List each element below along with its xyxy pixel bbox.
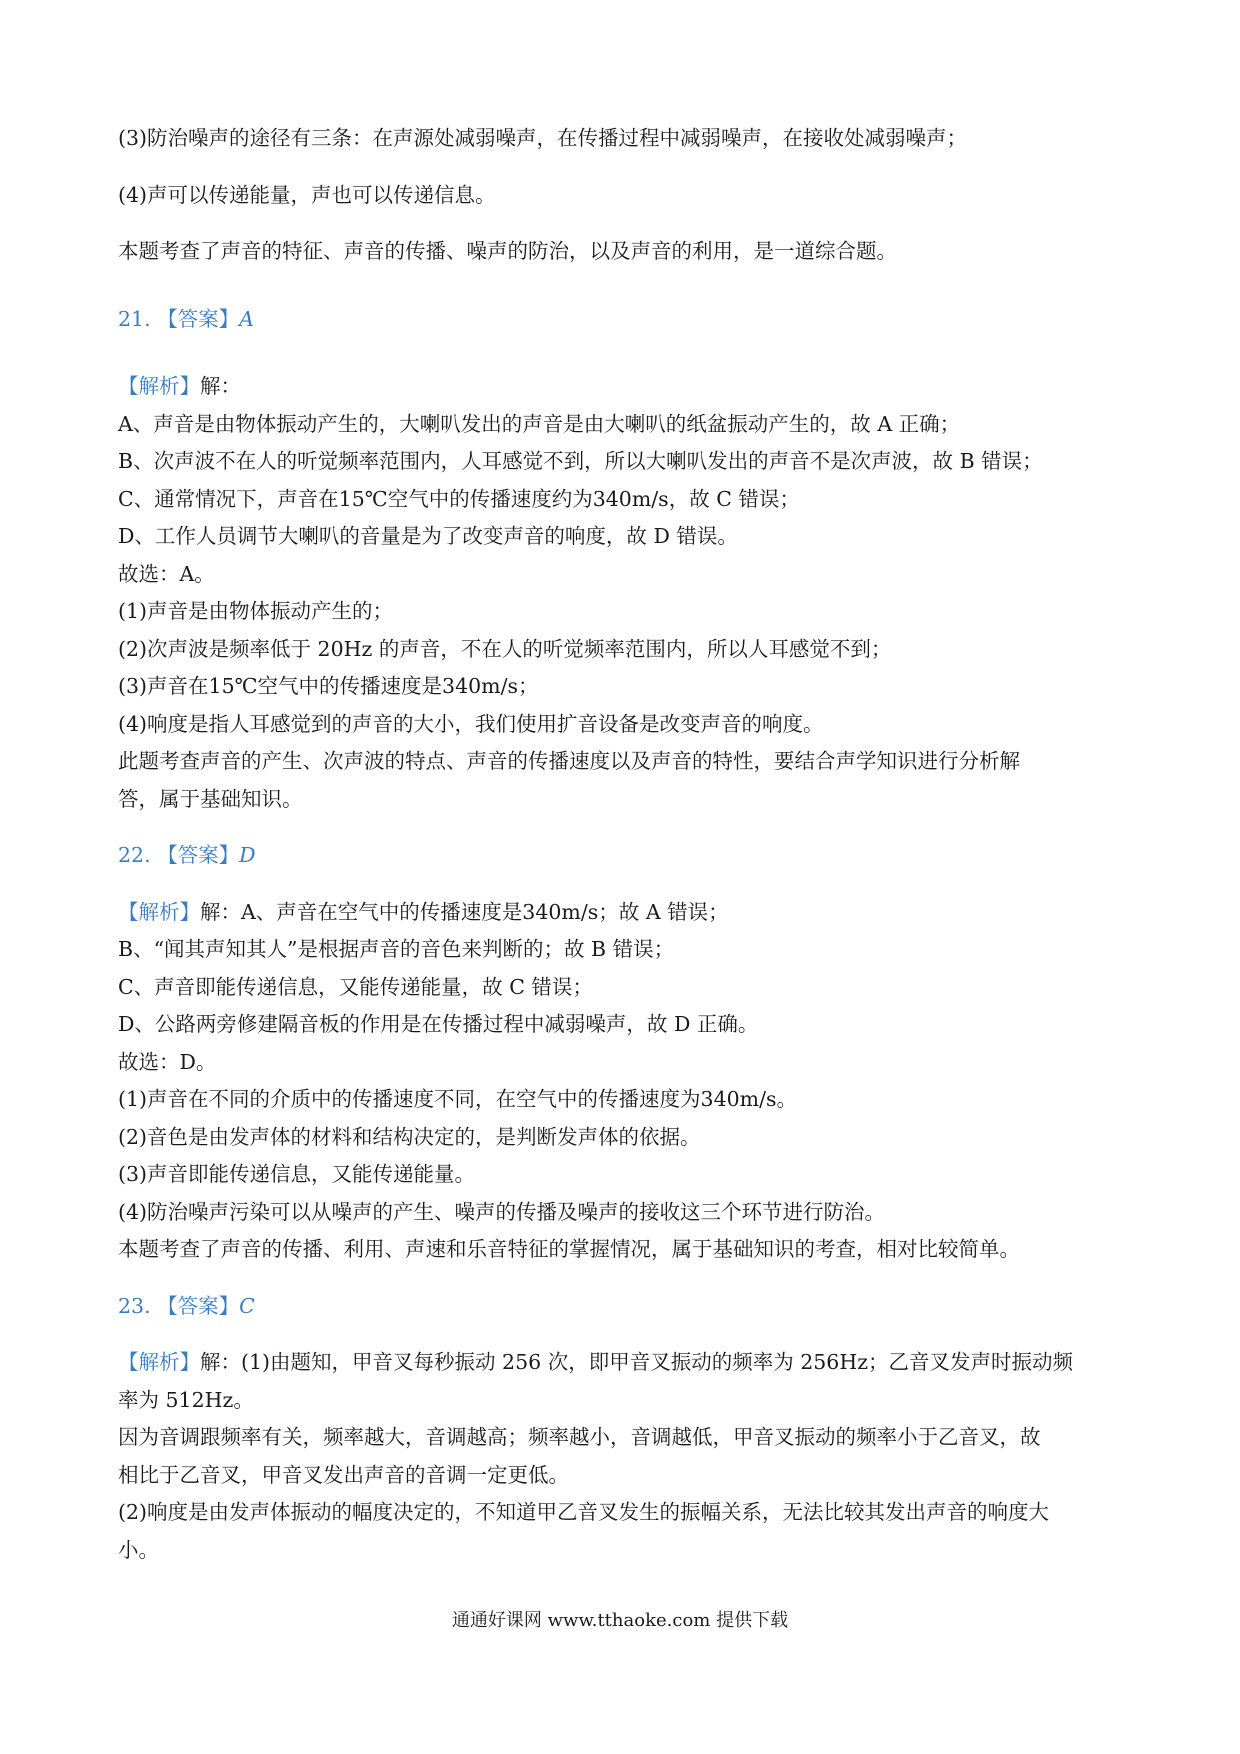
analysis-tag: 【解析】 xyxy=(118,374,200,398)
text-line: (3)声音在15℃空气中的传播速度是340m/s； xyxy=(118,674,539,698)
text-line: 相比于乙音叉，甲音叉发出声音的音调一定更低。 xyxy=(118,1462,569,1487)
analysis-first-line xyxy=(118,894,1128,932)
answer-letter: C xyxy=(239,1293,255,1318)
analysis-tag: 【解析】 xyxy=(118,1350,200,1374)
answer-letter: A xyxy=(239,306,254,331)
text-line: (1)声音在不同的介质中的传播速度不同，在空气中的传播速度为340m/s。 xyxy=(118,1087,798,1111)
text-line: D、工作人员调节大喇叭的音量是为了改变声音的响度，故 D 错误。 xyxy=(118,524,738,548)
text-line: (4)响度是指人耳感觉到的声音的大小，我们使用扩音设备是改变声音的响度。 xyxy=(118,711,824,736)
text-line: D、公路两旁修建隔音板的作用是在传播过程中减弱噪声，故 D 正确。 xyxy=(118,1012,759,1036)
document-page xyxy=(118,120,1128,1569)
text-line: 故选：A。 xyxy=(118,561,215,586)
answer-line xyxy=(118,1288,1128,1326)
text-line: 因为音调跟频率有关，频率越大，音调越高；频率越小，音调越低，甲音叉振动的频率小于乙音叉，故 xyxy=(118,1425,1041,1449)
text-line: 答，属于基础知识。 xyxy=(118,786,303,811)
answer-prefix: 22. 【答案】 xyxy=(118,843,240,867)
analysis-first-line xyxy=(118,368,1128,406)
text-line: (4)声可以传递能量，声也可以传递信息。 xyxy=(118,182,496,207)
text-line: (2)音色是由发声体的材料和结构决定的，是判断发声体的依据。 xyxy=(118,1124,701,1149)
text-line: (4)防治噪声污染可以从噪声的产生、噪声的传播及噪声的接收这三个环节进行防治。 xyxy=(118,1199,886,1224)
answer-prefix: 21. 【答案】 xyxy=(118,306,240,331)
text-line: 本题考查了声音的特征、声音的传播、噪声的防治，以及声音的利用，是一道综合题。 xyxy=(118,239,897,263)
text-line: C、通常情况下，声音在15℃空气中的传播速度约为340m/s，故 C 错误； xyxy=(118,486,800,511)
text-line: B、次声波不在人的听觉频率范围内，人耳感觉不到，所以大喇叭发出的声音不是次声波，故 B 错误； xyxy=(118,449,1043,473)
text-line: (2)次声波是频率低于 20Hz 的声音，不在人的听觉频率范围内，所以人耳感觉不到； xyxy=(118,636,892,661)
text-line: 故选：D。 xyxy=(118,1049,217,1074)
analysis-text: 解：A、声音在空气中的传播速度是340m/s；故 A 错误； xyxy=(200,899,729,924)
question-21 xyxy=(118,301,1128,819)
text-line: C、声音即能传递信息，又能传递能量，故 C 错误； xyxy=(118,974,593,999)
analysis-text: 解： xyxy=(200,374,241,398)
answer-line xyxy=(118,301,1128,339)
question-23 xyxy=(118,1288,1128,1570)
text-line: B、“闻其声知其人”是根据声音的音色来判断的；故 B 错误； xyxy=(118,937,675,961)
text-line: 小。 xyxy=(118,1537,159,1562)
analysis-text: 解：(1)由题知，甲音叉每秒振动 256 次，即甲音叉振动的频率为 256Hz；乙音叉发声时振动频 xyxy=(200,1350,1074,1374)
intro-section xyxy=(118,120,1128,271)
text-line: 率为 512Hz。 xyxy=(118,1387,254,1412)
text-line: (1)声音是由物体振动产生的； xyxy=(118,599,394,623)
question-22 xyxy=(118,837,1128,1269)
text-line: A、声音是由物体振动产生的，大喇叭发出的声音是由大喇叭的纸盆振动产生的，故 A 正确； xyxy=(118,411,961,436)
analysis-tag: 【解析】 xyxy=(118,899,200,924)
text-line: (2)响度是由发声体振动的幅度决定的，不知道甲乙音叉发生的振幅关系，无法比较其发出声音的响度大 xyxy=(118,1500,1050,1524)
analysis-first-line xyxy=(118,1344,1128,1382)
page-footer: 通通好课网 www.tthaoke.com 提供下载 xyxy=(451,1610,789,1631)
text-line: 此题考查声音的产生、次声波的特点、声音的传播速度以及声音的特性，要结合声学知识进行分析解 xyxy=(118,749,1020,773)
answer-prefix: 23. 【答案】 xyxy=(118,1293,240,1318)
text-line: (3)声音即能传递信息，又能传递能量。 xyxy=(118,1162,476,1186)
answer-line xyxy=(118,837,1128,875)
answer-letter: D xyxy=(239,843,256,867)
text-line: (3)防治噪声的途径有三条：在声源处减弱噪声，在传播过程中减弱噪声，在接收处减弱噪声； xyxy=(118,126,968,150)
text-line: 本题考查了声音的传播、利用、声速和乐音特征的掌握情况，属于基础知识的考查，相对比较简单。 xyxy=(118,1237,1020,1261)
